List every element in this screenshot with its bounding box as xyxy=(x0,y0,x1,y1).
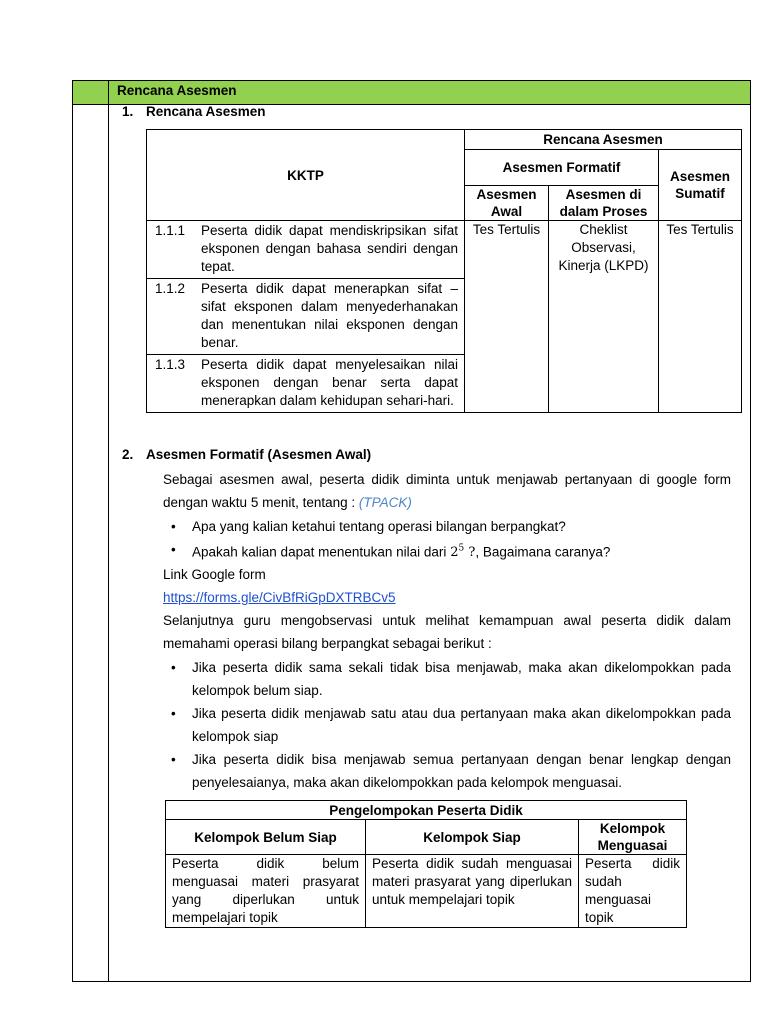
question-list xyxy=(163,515,731,564)
cell-belum-siap: Peserta didik belum menguasai materi prasyarat yang diperlukan untuk mempelajari topik xyxy=(166,855,366,928)
cell-siap: Peserta didik sudah menguasai materi prasyarat yang diperlukan untuk mempelajari topik xyxy=(366,855,579,928)
header-belum-siap: Kelompok Belum Siap xyxy=(166,820,366,855)
list-item xyxy=(163,515,731,538)
math-exponent: 5 xyxy=(458,544,465,554)
grouping-table xyxy=(165,800,687,928)
bullet-icon: • xyxy=(171,519,176,534)
part1-heading xyxy=(122,104,266,119)
value-asesmen-sumatif: Tes Tertulis xyxy=(659,221,742,413)
header-asesmen-proses: Asesmen di dalam Proses xyxy=(549,186,659,221)
math-expression xyxy=(450,545,475,560)
kktp-text: Peserta didik dapat mendiskripsikan sifat eksponen dengan bahasa sendiri dengan tepat. xyxy=(201,223,458,274)
rule-text: Jika peserta didik sama sekali tidak bisa menjawab, maka akan dikelompokkan pada kelompok belum siap. xyxy=(192,660,731,698)
header-menguasai: Kelompok Menguasai xyxy=(579,820,687,855)
header-asesmen-formatif: Asesmen Formatif xyxy=(465,150,659,186)
kktp-code: 1.1.1 xyxy=(155,223,186,238)
bullet-icon: • xyxy=(171,542,176,557)
math-mark: ? xyxy=(468,545,476,561)
header-kktp: KKTP xyxy=(147,130,465,221)
kktp-code: 1.1.2 xyxy=(155,281,186,296)
header-rencana-asesmen: Rencana Asesmen xyxy=(465,130,742,150)
kktp-text: Peserta didik dapat menerapkan sifat – sifat eksponen dalam menyederhanakan dan menentukan nilai eksponen dengan benar. xyxy=(201,281,458,350)
value-asesmen-proses: Cheklist Observasi, Kinerja (LKPD) xyxy=(549,221,659,413)
bullet-icon: • xyxy=(171,706,176,721)
section-title: Rencana Asesmen xyxy=(117,83,237,98)
frame-left-border xyxy=(72,80,73,982)
kktp-item xyxy=(147,221,464,279)
section-header-left-cell xyxy=(73,81,109,104)
kktp-text: Peserta didik dapat menyelesaikan nilai eksponen dengan benar serta dapat menerapkan dalam kehidupan sehari-hari. xyxy=(201,357,458,408)
header-asesmen-awal: Asesmen Awal xyxy=(465,186,549,221)
part2-number: 2. xyxy=(122,447,134,462)
list-item xyxy=(163,656,731,702)
bullet-icon: • xyxy=(171,752,176,767)
rule-text: Jika peserta didik bisa menjawab semua pertanyaan dengan benar lengkap dengan penyelesaianya, maka akan dikelompokkan pada kelompok menguasai. xyxy=(192,752,731,790)
intro-paragraph xyxy=(163,468,731,514)
part1-number: 1. xyxy=(122,104,134,119)
assessment-plan-table xyxy=(146,129,742,413)
kktp-item xyxy=(147,355,464,412)
grouping-table-title: Pengelompokan Peserta Didik xyxy=(166,801,687,820)
question-text-after: , Bagaimana caranya? xyxy=(475,544,611,560)
question-text: Apakah kalian dapat menentukan nilai dari xyxy=(192,544,447,560)
header-asesmen-sumatif: Asesmen Sumatif xyxy=(659,150,742,221)
section-header-bar xyxy=(73,81,750,105)
list-item xyxy=(163,702,731,748)
link-label: Link Google form xyxy=(163,567,266,582)
kktp-code: 1.1.3 xyxy=(155,357,186,372)
tpack-tag: (TPACK) xyxy=(358,495,412,510)
bullet-icon: • xyxy=(171,660,176,675)
kktp-list xyxy=(147,221,465,413)
header-siap: Kelompok Siap xyxy=(366,820,579,855)
math-base: 2 xyxy=(450,545,459,561)
frame-right-border xyxy=(750,80,751,982)
rule-text: Jika peserta didik menjawab satu atau dua pertanyaan maka akan dikelompokkan pada kelompok siap xyxy=(192,706,731,744)
part1-title: Rencana Asesmen xyxy=(146,104,266,119)
list-item xyxy=(163,538,731,564)
cell-menguasai: Peserta didik sudah menguasai topik xyxy=(579,855,687,928)
google-form-link[interactable]: https://forms.gle/CivBfRiGpDXTRBCv5 xyxy=(163,590,396,605)
part2-heading xyxy=(122,447,371,462)
question-text: Apa yang kalian ketahui tentang operasi bilangan berpangkat? xyxy=(192,519,566,534)
kktp-item xyxy=(147,279,464,355)
intro-text: Sebagai asesmen awal, peserta didik diminta untuk menjawab pertanyaan di google form dengan waktu 5 menit, tentang : xyxy=(163,472,731,510)
rule-list xyxy=(163,656,731,794)
frame-column-border xyxy=(108,80,109,982)
observe-paragraph: Selanjutnya guru mengobservasi untuk melihat kemampuan awal peserta didik dalam memahami operasi bilang berpangkat sebagai berikut : xyxy=(163,613,731,651)
list-item xyxy=(163,748,731,794)
value-asesmen-awal: Tes Tertulis xyxy=(465,221,549,413)
part2-title: Asesmen Formatif (Asesmen Awal) xyxy=(146,447,372,462)
link-line xyxy=(163,586,731,609)
frame-bottom-border xyxy=(72,981,751,982)
